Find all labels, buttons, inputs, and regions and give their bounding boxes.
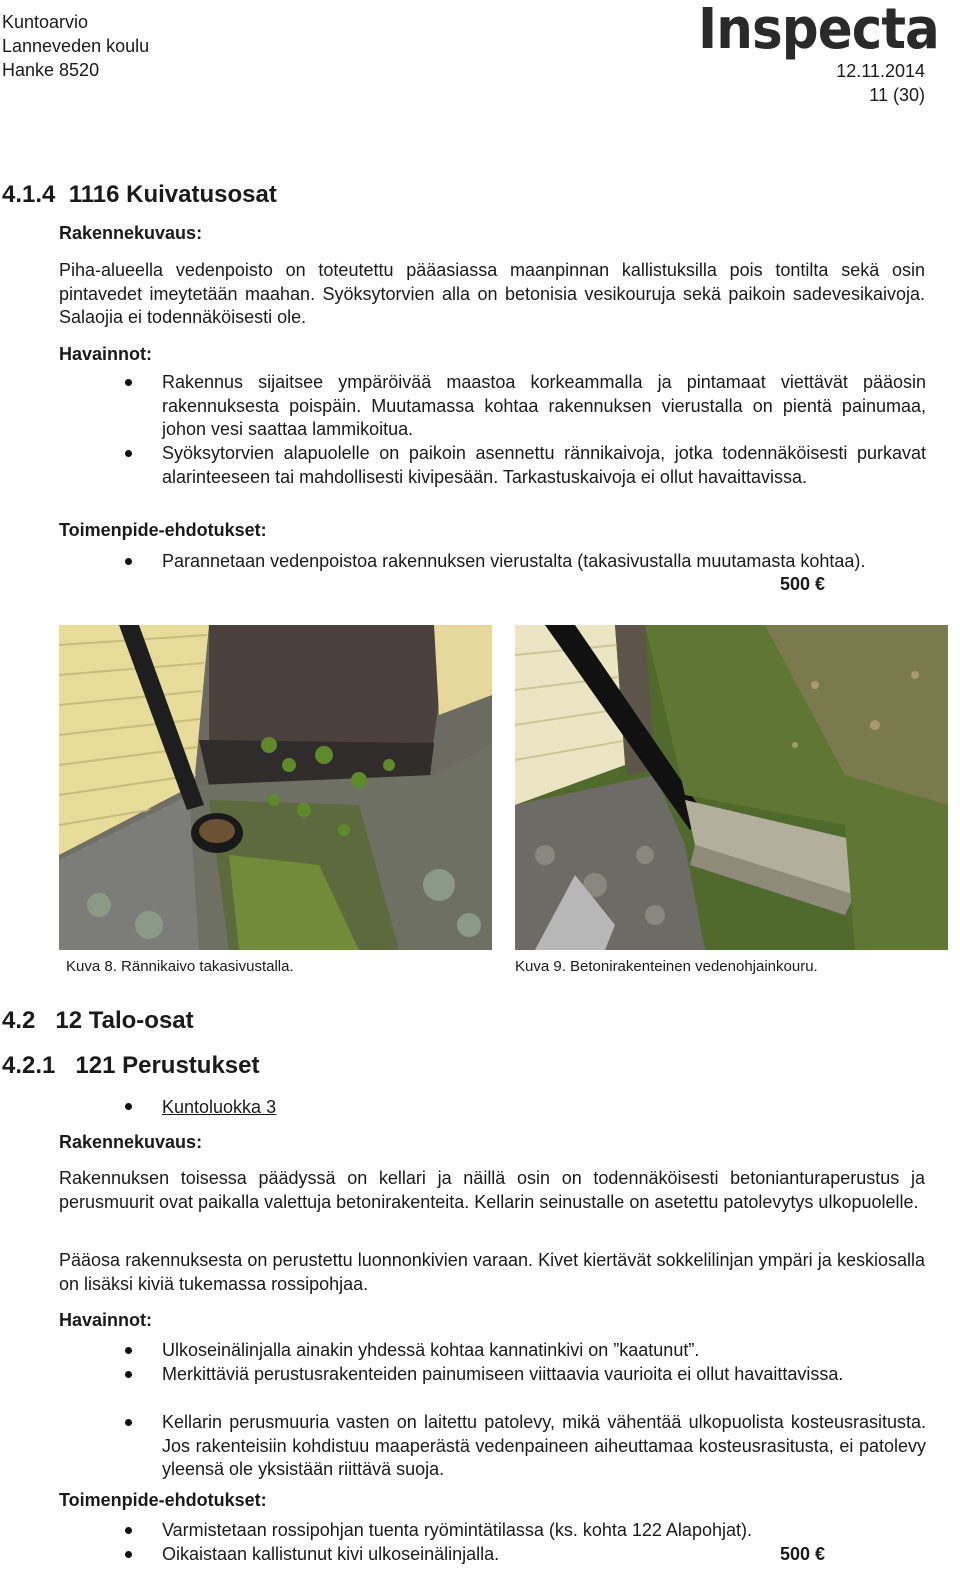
- rakennekuvaus-text: Pääosa rakennuksesta on perustettu luonnonkivien varaan. Kivet kiertävät sokkelilinjan ympäri ja keskiosalla on lisäksi kiviä tukemassa rossipohjaa.: [59, 1250, 925, 1294]
- photo2-caption: Kuva 9. Betonirakenteinen vedenohjainkouru.: [515, 958, 818, 975]
- kuntoluokka-text: Kuntoluokka 3: [162, 1097, 277, 1117]
- bullet-icon: [125, 1103, 132, 1110]
- rakennekuvaus-label: Rakennekuvaus:: [59, 1132, 203, 1152]
- toimenpide-label: Toimenpide-ehdotukset:: [59, 1490, 267, 1510]
- havainnot-label: Havainnot:: [59, 1310, 153, 1330]
- bullet-icon: [125, 1347, 132, 1354]
- section-title-42: 4.2 12 Talo-osat: [2, 1007, 194, 1034]
- bullet-icon: [125, 1371, 132, 1378]
- photo-rannikaivo: [59, 625, 492, 950]
- rakennekuvaus-label: Rakennekuvaus:: [59, 223, 203, 243]
- page-number: 11 (30): [869, 85, 925, 105]
- havainto-item: Merkittäviä perustusrakenteiden painumiseen viittaavia vaurioita ei ollut havaittavissa.: [162, 1364, 844, 1384]
- site-name: Lanneveden koulu: [2, 36, 150, 56]
- inspecta-logo: Inspecta: [698, 0, 939, 62]
- kuntoluokka: [162, 1095, 276, 1119]
- toimenpide-item: Varmistetaan rossipohjan tuenta ryömintätilassa (ks. kohta 122 Alapohjat).: [162, 1520, 752, 1540]
- havainto-item: Rakennus sijaitsee ympäröivää maastoa korkeammalla ja pintamaat viettävät pääosin rakennuksesta poispäin. Muutamassa kohtaa rakennuksen vierustalla on pientä painumaa, johon vesi saattaa lammikoitua.: [162, 372, 926, 439]
- toimenpide-label: Toimenpide-ehdotukset:: [59, 520, 267, 540]
- doc-type: Kuntoarvio: [2, 12, 89, 32]
- havainto-item: Kellarin perusmuuria vasten on laitettu patolevy, mikä vähentää ulkopuolista kosteusrasitusta. Jos rakenteisiin kohdistuu maaperästä vedenpaineen aiheuttamaa kosteusrasitusta, ei patolevy yleensä ole yksistään riittävä suoja.: [162, 1412, 926, 1479]
- cost-value: 500 €: [780, 1544, 826, 1564]
- havainto-item: Ulkoseinälinjalla ainakin yhdessä kohtaa kannatinkivi on ”kaatunut”.: [162, 1340, 700, 1360]
- project-number: Hanke 8520: [2, 60, 100, 80]
- photo1-caption: Kuva 8. Rännikaivo takasivustalla.: [66, 958, 294, 975]
- havainnot-label: Havainnot:: [59, 344, 153, 364]
- toimenpide-item: Oikaistaan kallistunut kivi ulkoseinälinjalla.: [162, 1544, 500, 1564]
- bullet-icon: [125, 1527, 132, 1534]
- rakennekuvaus-text: Piha-alueella vedenpoisto on toteutettu pääasiassa maanpinnan kallistuksilla pois tontilta sekä osin pintavedet imeytetään maahan. Syöksytorvien alla on betonisia vesikouruja sekä paikoin sadevesikaivoja. Salaojia ei todennäköisesti ole.: [59, 260, 925, 327]
- doc-date: 12.11.2014: [836, 61, 925, 81]
- rakennekuvaus-text: Rakennuksen toisessa päädyssä on kellari ja näillä osin on todennäköisesti betonianturaperustus ja perusmuurit ovat paikalla valettuja betonirakenteita. Kellarin seinustalle on asetettu patolevytys ulkopuolelle.: [59, 1168, 925, 1212]
- bullet-icon: [125, 379, 132, 386]
- bullet-icon: [125, 1551, 132, 1558]
- section-title-421: 4.2.1 121 Perustukset: [2, 1052, 260, 1079]
- photo-vesikouru: [515, 625, 948, 950]
- cost-value: 500 €: [780, 574, 826, 594]
- havainto-item: Syöksytorvien alapuolelle on paikoin asennettu rännikaivoja, jotka todennäköisesti purkavat alarinteeseen tai mahdollisesti kivipesään. Tarkastuskaivoja ei ollut havaittavissa.: [162, 443, 926, 487]
- toimenpide-item: Parannetaan vedenpoistoa rakennuksen vierustalta (takasivustalla muutamasta kohtaa).: [162, 551, 866, 571]
- section-title-414: 4.1.4 1116 Kuivatusosat: [2, 181, 277, 208]
- bullet-icon: [125, 558, 132, 565]
- bullet-icon: [125, 1419, 132, 1426]
- bullet-icon: [125, 450, 132, 457]
